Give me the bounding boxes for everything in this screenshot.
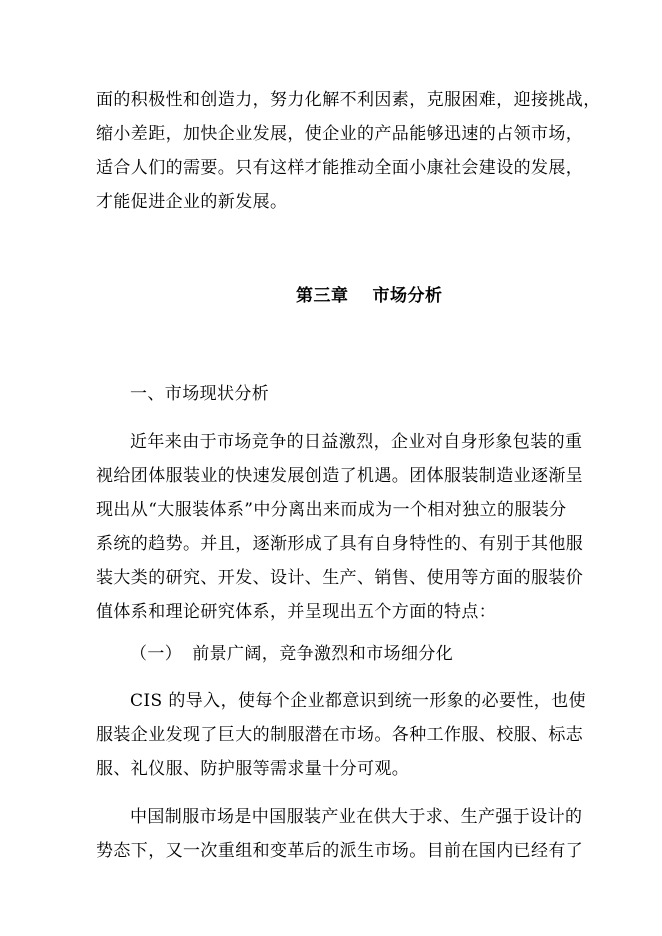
paragraph-3-line-2: 势态下，又一次重组和变革后的派生市场。目前在国内已经有了 [96,841,584,861]
paragraph-3-line-1: 中国制服市场是中国服装产业在供大于求、生产强于设计的 [130,807,583,827]
paragraph-2-line-2: 服装企业发现了巨大的制服潜在市场。各种工作服、校服、标志 [96,725,584,745]
paragraph-1-line-4: 系统的趋势。并且，逐渐形成了具有自身特性的、有别于其他服 [96,534,584,554]
chapter-heading [296,285,443,307]
paragraph-1-line-1: 近年来由于市场竞争的日益激烈，企业对自身形象包装的重 [130,432,583,452]
paragraph-1-line-2: 视给团体服装业的快速发展创造了机遇。团体服装制造业逐渐呈 [96,466,584,486]
paragraph-1-line-5: 装大类的研究、开发、设计、生产、销售、使用等方面的服装价 [96,568,584,588]
subsection-title: 前景广阔，竞争激烈和市场细分化 [192,644,454,664]
chapter-title: 市场分析 [372,286,443,306]
subsection-number: （一） [130,644,183,664]
intro-line-2: 缩小差距，加快企业发展，使企业的产品能够迅速的占领市场， [96,124,584,144]
paragraph-2-line-3: 服、礼仪服、防护服等需求量十分可观。 [96,759,410,779]
section-heading: 一、市场现状分析 [130,384,270,404]
paragraph-2-line-1: CIS 的导入，使每个企业都意识到统一形象的必要性，也使 [130,691,586,711]
intro-line-4: 才能促进企业的新发展。 [96,192,288,212]
intro-line-3: 适合人们的需要。只有这样才能推动全面小康社会建设的发展， [96,158,584,178]
paragraph-1-line-3: 现出从“大服装体系”中分离出来而成为一个相对独立的服装分 [96,500,567,520]
subsection-heading [130,643,453,665]
intro-line-1: 面的积极性和创造力，努力化解不利因素，克服困难，迎接挑战， [96,90,601,110]
paragraph-1-line-6: 值体系和理论研究体系，并呈现出五个方面的特点： [96,602,497,622]
chapter-number: 第三章 [296,286,349,306]
